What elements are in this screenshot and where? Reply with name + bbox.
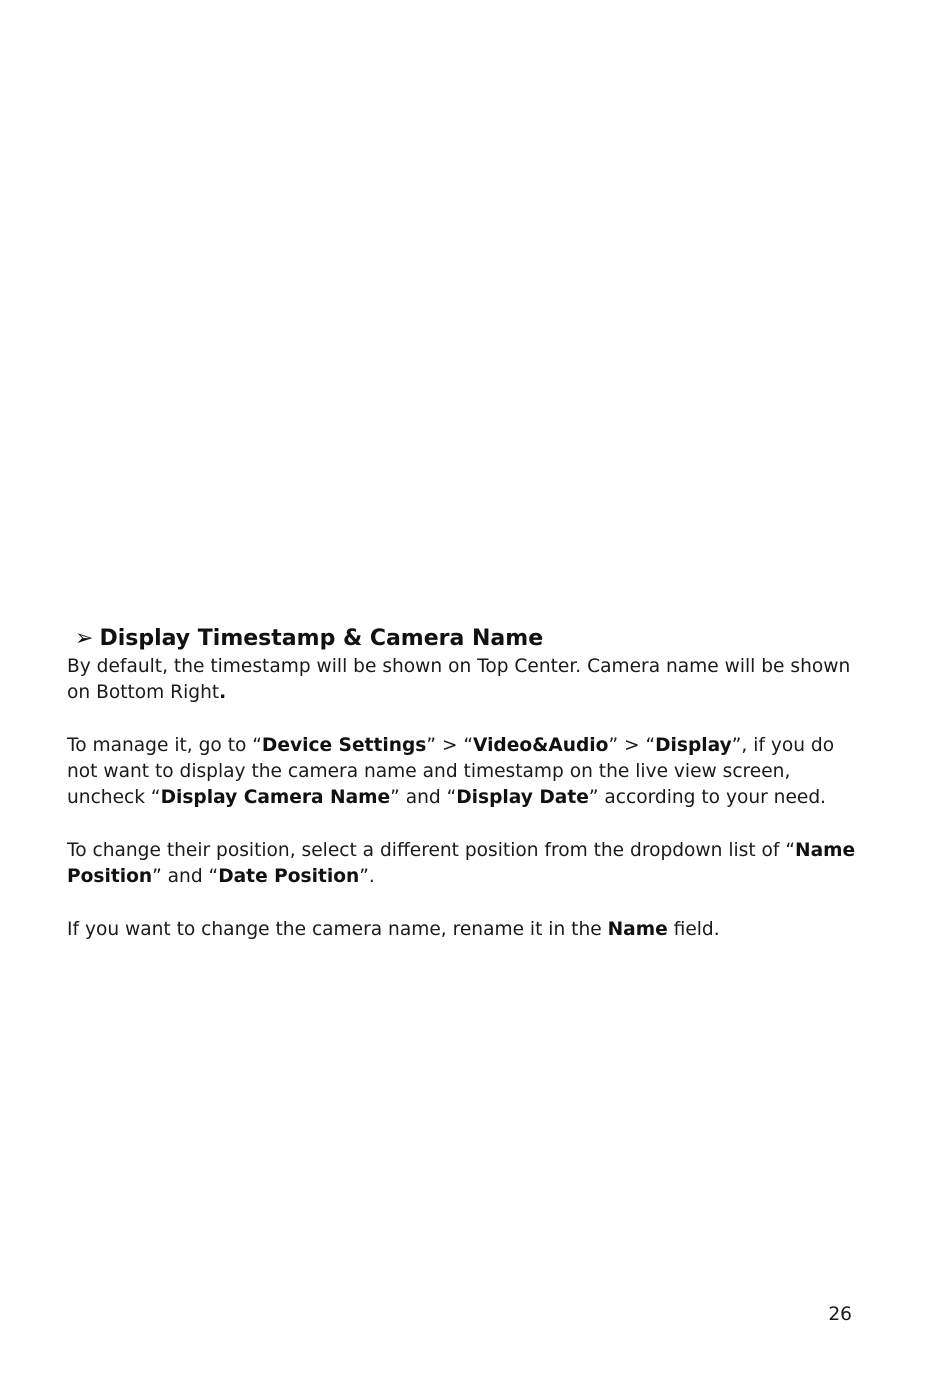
field-name: Name xyxy=(607,918,668,940)
option-display-camera-name: Display Camera Name xyxy=(160,787,391,809)
paragraph-text: ”. xyxy=(359,866,375,888)
paragraph-period: . xyxy=(219,682,227,704)
rename-camera-paragraph xyxy=(67,917,867,943)
section-heading xyxy=(67,624,867,654)
page-number: 26 xyxy=(828,1304,852,1325)
manage-display-paragraph xyxy=(67,733,867,812)
page-content xyxy=(67,624,867,943)
paragraph-text: ” and “ xyxy=(152,866,219,888)
option-date-position: Date Position xyxy=(218,866,360,888)
menu-path-video-audio: Video&Audio xyxy=(473,734,609,756)
paragraph-text: ” > “ xyxy=(426,734,473,756)
paragraph-text: ” and “ xyxy=(390,787,457,809)
default-position-paragraph xyxy=(67,654,867,707)
paragraph-text: To manage it, go to “ xyxy=(67,734,262,756)
arrow-bullet-icon: ➢ xyxy=(75,626,94,651)
paragraph-text: ” according to your need. xyxy=(588,787,827,809)
menu-path-device-settings: Device Settings xyxy=(261,734,427,756)
menu-path-display: Display xyxy=(655,734,732,756)
paragraph-text: field. xyxy=(667,918,720,940)
paragraph-text: To change their position, select a different position from the dropdown list of “ xyxy=(67,840,796,862)
paragraph-text: By default, the timestamp will be shown on Top Center. Camera name will be shown on Bottom Right xyxy=(67,656,851,704)
paragraph-text: ” > “ xyxy=(608,734,656,756)
change-position-paragraph xyxy=(67,838,867,891)
paragraph-text: ”, if you do not want to display the camera name and timestamp on the live view screen, uncheck “ xyxy=(67,734,835,809)
paragraph-text: If you want to change the camera name, rename it in the xyxy=(67,918,608,940)
option-name-position: Name Position xyxy=(67,840,856,888)
section-title: Display Timestamp & Camera Name xyxy=(99,626,544,651)
option-display-date: Display Date xyxy=(456,787,589,809)
